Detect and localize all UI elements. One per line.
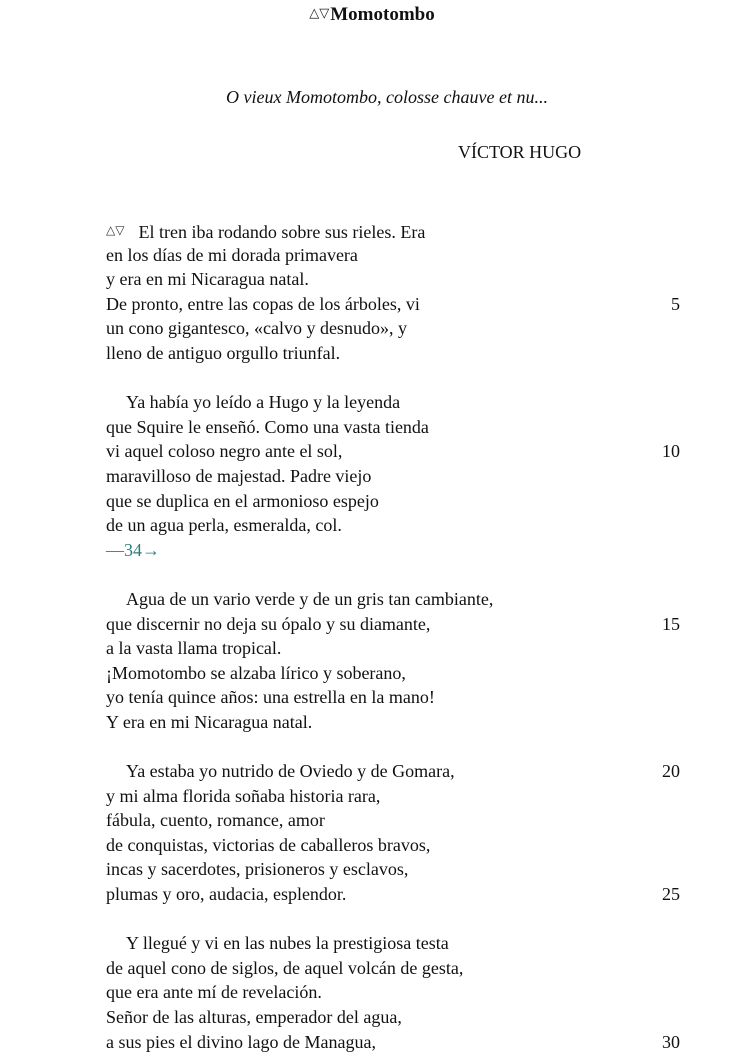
verse-text: maravilloso de majestad. Padre viejo	[106, 465, 372, 486]
verse-text: en los días de mi dorada primavera	[106, 244, 358, 265]
verse-line	[106, 316, 706, 341]
verse-text: De pronto, entre las copas de los árboles, vi	[106, 293, 420, 314]
verse-text: Y llegué y vi en las nubes la prestigiosa testa	[126, 933, 449, 954]
verse-text: que se duplica en el armonioso espejo	[106, 490, 379, 511]
verse-line	[106, 636, 706, 661]
verse-line	[106, 513, 706, 538]
stanza	[106, 218, 706, 366]
page-marker-line	[106, 538, 706, 563]
epigraph-text: O vieux Momotombo, colosse chauve et nu...	[226, 87, 548, 107]
verse-line	[106, 980, 706, 1005]
line-number: 15	[662, 613, 680, 634]
verse-line	[106, 956, 706, 981]
verse-text: Señor de las alturas, emperador del agua,	[106, 1007, 402, 1027]
poem-title: Momotombo	[330, 4, 435, 25]
verse-line	[106, 661, 706, 686]
verse-text: lleno de antiguo orgullo triunfal.	[106, 342, 341, 363]
stanza	[106, 931, 706, 1054]
verse-text: vi aquel coloso negro ante el sol,	[106, 441, 343, 462]
verse-line	[106, 808, 706, 833]
line-number: 25	[662, 884, 680, 905]
stanza	[106, 587, 706, 735]
verse-text: Y era en mi Nicaragua natal.	[106, 711, 313, 732]
stanza	[106, 759, 706, 907]
verse-text: que era ante mí de revelación.	[106, 982, 322, 1003]
verse-text: que Squire le enseñó. Como una vasta tienda	[106, 416, 429, 437]
verse-line	[106, 439, 706, 464]
verse-text: fábula, cuento, romance, amor	[106, 810, 325, 831]
verse-line	[106, 587, 706, 612]
verse-text: Ya estaba yo nutrido de Oviedo y de Gomara,	[126, 761, 455, 782]
verse-text: plumas y oro, audacia, esplendor.	[106, 884, 347, 905]
verse-text: que discernir no deja su ópalo y su diamante,	[106, 613, 431, 634]
line-number: 30	[662, 1031, 680, 1052]
verse-line	[106, 292, 706, 317]
verse-line	[106, 341, 706, 366]
line-number: 5	[671, 293, 680, 314]
verse-text: de conquistas, victorias de caballeros bravos,	[106, 834, 431, 855]
verse-line	[106, 464, 706, 489]
verse-line	[106, 267, 706, 292]
verse-text: a sus pies el divino lago de Managua,	[106, 1031, 376, 1052]
verse-text: y era en mi Nicaragua natal.	[106, 269, 309, 290]
verse-text: a la vasta llama tropical.	[106, 638, 282, 659]
verse-text: ¡Momotombo se alzaba lírico y soberano,	[106, 662, 406, 683]
epigraph-author: VÍCTOR HUGO	[458, 142, 582, 162]
verse-text: un cono gigantesco, «calvo y desnudo», y	[106, 318, 407, 339]
verse-line	[106, 931, 706, 956]
verse-line	[106, 685, 706, 710]
verse-line	[106, 1005, 706, 1030]
poem-body	[106, 218, 706, 1054]
verse-text: Agua de un vario verde y de un gris tan cambiante,	[126, 588, 494, 609]
line-number: 20	[662, 761, 680, 782]
verse-line	[106, 612, 706, 637]
verse-line	[106, 882, 706, 907]
verse-line	[106, 710, 706, 735]
line-number: 10	[662, 441, 680, 462]
verse-line	[106, 857, 706, 882]
verse-line	[106, 784, 706, 809]
navigation-arrows-icon[interactable]: △▽	[309, 5, 330, 20]
navigation-arrows-icon[interactable]: △▽	[106, 223, 125, 237]
verse-text: Ya había yo leído a Hugo y la leyenda	[126, 392, 401, 413]
verse-text: de un agua perla, esmeralda, col.	[106, 515, 342, 536]
stanza	[106, 390, 706, 562]
page-marker-link[interactable]: —34→	[106, 539, 160, 560]
verse-text: incas y sacerdotes, prisioneros y esclavos,	[106, 859, 409, 880]
verse-line	[106, 759, 706, 784]
verse-text: yo tenía quince años: una estrella en la mano!	[106, 687, 435, 708]
verse-text: El tren iba rodando sobre sus rieles. Era	[138, 222, 426, 242]
verse-text: y mi alma florida soñaba historia rara,	[106, 785, 381, 806]
verse-line	[106, 415, 706, 440]
poem-header	[0, 4, 744, 26]
verse-line	[106, 833, 706, 858]
verse-text: de aquel cono de siglos, de aquel volcán de gesta,	[106, 957, 464, 978]
verse-line	[106, 390, 706, 415]
verse-line	[106, 243, 706, 268]
verse-line	[106, 218, 706, 243]
verse-line	[106, 489, 706, 514]
verse-line	[106, 1030, 706, 1055]
